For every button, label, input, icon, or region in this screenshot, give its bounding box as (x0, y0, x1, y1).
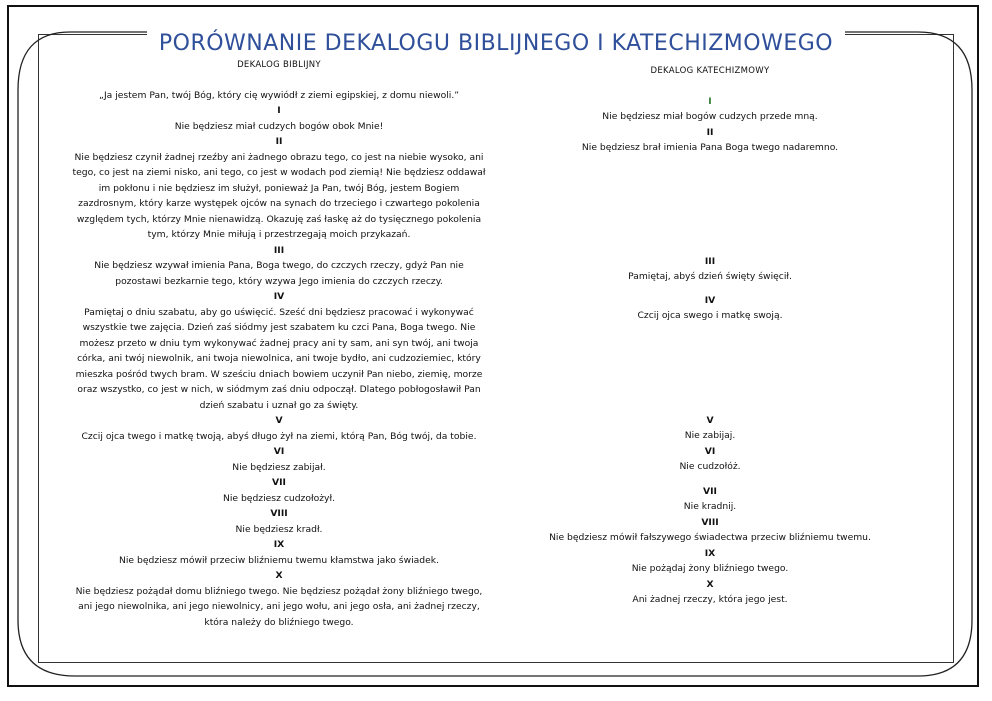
commandment-number: VIII (270, 508, 288, 519)
biblical-decalogue-column (70, 58, 488, 630)
commandment-number: II (706, 126, 714, 138)
commandment-number: VI (273, 446, 285, 457)
commandment-number: IV (273, 291, 285, 302)
commandment-number: I (277, 105, 281, 116)
commandment-text: Nie będziesz czynił żadnej rzeźby ani żadnego obrazu tego, co jest na niebie wysoko, ani tego, co jest na ziemi nisko, ani tego, co jest w wodach pod ziemią! Nie będziesz oddawał im pokłonu i nie będziesz im służył, ponieważ Ja Pan, twój Bóg, jestem Bogiem zazdrosnym, który karze występek ojców na synach do trzeciego i czwartego pokolenia względem tych, którzy Mnie nienawidzą. Okazuję zaś łaskę aż do tysięcznego pokolenia tym, którzy Mnie miłują i przestrzegają moich przykazań. (72, 151, 486, 240)
commandment-number: VI (704, 445, 716, 457)
commandment-text: Nie zabijaj. (684, 430, 736, 441)
commandment-text: Ani żadnej rzeczy, która jego jest. (632, 594, 788, 605)
commandment-number: VII (703, 485, 717, 497)
column-heading: DEKALOG BIBLIJNY (237, 60, 321, 70)
commandment-number: X (706, 578, 714, 590)
commandment-text: Nie będziesz mówił przeciw bliźniemu twemu kłamstwa jako świadek. (119, 554, 439, 566)
commandment-text: Pamiętaj, abyś dzień święty święcił. (628, 271, 792, 282)
commandment-text: Nie cudzołóż. (679, 461, 741, 472)
commandment-number: X (275, 570, 283, 581)
commandment-number: V (275, 415, 283, 426)
commandment-text: Nie będziesz kradł. (235, 523, 323, 535)
commandment-text: Czcij ojca swego i matkę swoją. (637, 310, 783, 321)
commandment-number: V (706, 414, 714, 426)
commandment-text: Nie będziesz pożądał domu bliźniego twego. Nie będziesz pożądał żony bliźniego twego, ani jego niewolnika, ani jego niewolnicy, ani jego wołu, ani jego osła, ani żadnej rzeczy, która należy do bliźniego twego. (75, 585, 483, 628)
commandment-number: VII (272, 477, 286, 488)
commandment-text: Nie pożądaj żony bliźniego twego. (631, 563, 789, 574)
commandment-number: VIII (701, 516, 719, 528)
commandment-text: Nie kradnij. (683, 501, 737, 512)
commandment-number: IX (704, 547, 716, 559)
commandment-text: Nie będziesz miał cudzych bogów obok Mnie! (174, 120, 384, 132)
column-heading: DEKALOG KATECHIZMOWY (650, 66, 770, 76)
commandment-text: Pamiętaj o dniu szabatu, aby go uświęcić. Sześć dni będziesz pracować i wykonywać wszystkie twe zajęcia. Dzień zaś siódmy jest szabatem ku czci Pana, Boga twego. Nie możesz przeto w dniu tym wykonywać żadnej pracy ani ty sam, ani syn twój, ani twoja córka, ani twój niewolnik, ani twoja niewolnica, ani twoje bydło, ani cudzoziemiec, który mieszka pośród twych bram. W sześciu dniach bowiem uczynił Pan niebo, ziemię, morze oraz wszystko, co jest w nich, w siódmym zaś dniu odpoczął. Dlatego pobłogosławił Pan dzień szabatu i uznał go za święty. (75, 306, 483, 411)
commandment-text: Nie będziesz zabijał. (232, 461, 326, 473)
commandment-number: II (275, 136, 283, 147)
intro-text: „Ja jestem Pan, twój Bóg, który cię wywiódł z ziemi egipskiej, z domu niewoli.” (98, 89, 460, 101)
commandment-number: IX (273, 539, 285, 550)
page-title: PORÓWNANIE DEKALOGU BIBLIJNEGO I KATECHIZMOWEGO (0, 20, 992, 58)
commandment-number: III (704, 255, 716, 267)
commandment-text: Nie będziesz wzywał imienia Pana, Boga twego, do czczych rzeczy, gdyż Pan nie pozostawi bezkarnie tego, który wzywa Jego imienia do czczych rzeczy. (94, 260, 464, 287)
commandment-number: I (708, 95, 712, 107)
catechism-decalogue-column (510, 58, 910, 608)
commandment-number: IV (704, 294, 716, 306)
commandment-text: Czcij ojca twego i matkę twoją, abyś długo żył na ziemi, którą Pan, Bóg twój, da tobie. (81, 430, 477, 442)
commandment-number: III (273, 244, 285, 256)
commandment-text: Nie będziesz cudzołożył. (222, 492, 336, 504)
commandment-text: Nie będziesz brał imienia Pana Boga twego nadaremno. (581, 142, 839, 153)
commandment-text: Nie będziesz mówił fałszywego świadectwa przeciw bliźniemu twemu. (549, 532, 871, 543)
commandment-text: Nie będziesz miał bogów cudzych przede mną. (602, 111, 818, 122)
